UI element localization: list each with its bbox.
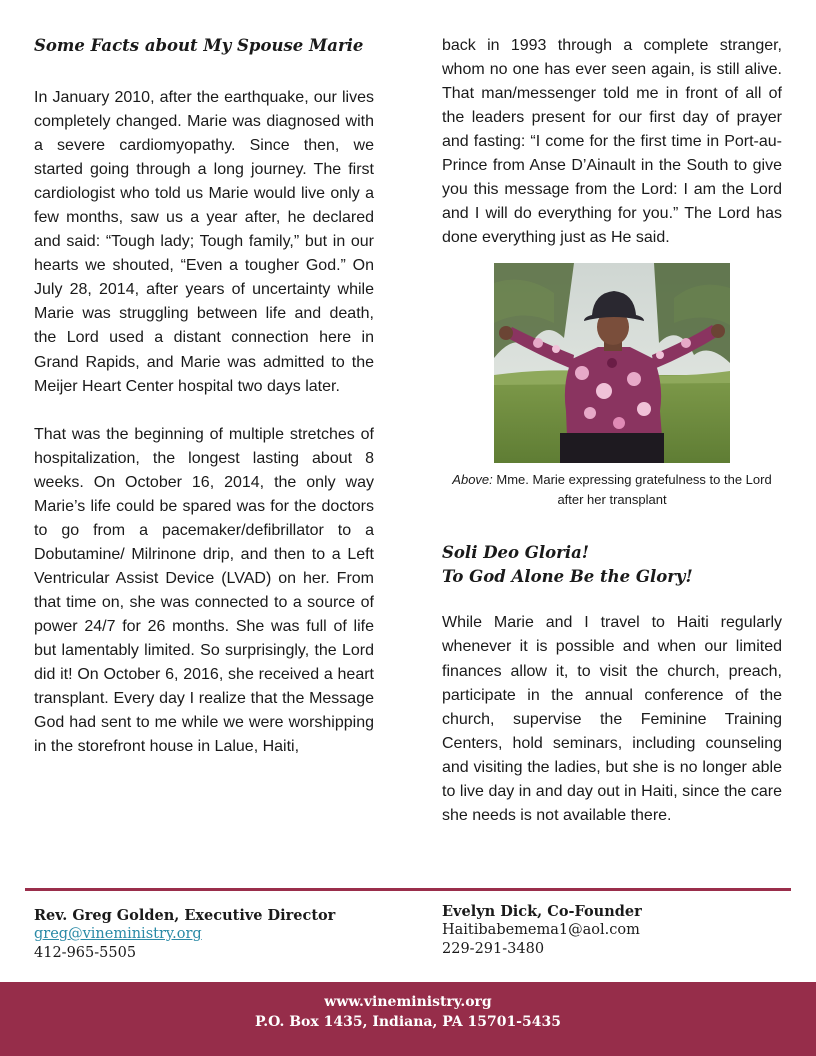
cofounder-email: Haitibabemema1@aol.com [442,922,640,938]
facts-heading: Some Facts about My Spouse Marie [34,36,364,55]
message-paragraph: back in 1993 through a complete stranger, whom no one has ever seen again, is still alive. That man/messenger told me in front of all of the leaders present for our first day of prayer and fasting: “I come for the first time in Port-au-Prince from Anse D’Ainault in the South to give you this message from the Lord: I am the Lord and I will do everything for you.” The Lord has done everything just as He said. [442,37,782,247]
photo-caption [442,470,782,510]
soli-deo-heading-line-1: Soli Deo Gloria! [442,543,590,563]
facts-paragraph-1: In January 2010, after the earthquake, our lives completely changed. Marie was diagnosed with a severe cardiomyopathy. Since then, we started going through a long journey. The first cardiologist who told us Marie would live only a few months, saw us a year after, he declared and said: “Tough lady; Tough family,” but in our hearts we shouted, “Even a tougher God.” On July 28, 2014, after years of uncertainty while Marie was struggling between life and death, the Lord used a distant connection here in Grand Rapids, and Marie was admitted to the Meijer Heart Center hospital two days later. [34,89,374,395]
right-column [442,34,782,828]
marie-photo [494,263,730,463]
cofounder-name: Evelyn Dick, Co-Founder [442,903,642,920]
caption-text: Mme. Marie expressing gratefulness to the Lord after her transplant [492,472,772,508]
cofounder-phone: 229-291-3480 [442,941,545,957]
mailing-address: P.O. Box 1435, Indiana, PA 15701-5435 [255,1014,561,1030]
cofounder-contact [442,902,642,959]
director-name: Rev. Greg Golden, Executive Director [34,907,336,924]
left-column [34,34,374,759]
soli-deo-heading [442,541,782,589]
haiti-travel-paragraph: While Marie and I travel to Haiti regularly whenever it is possible and when our limited finances allow it, to visit the church, preach, participate in the annual conference of the church, supervise the Feminine Training Centers, hold seminars, including counseling and visiting the ladies, but she is no longer able to live day in and day out in Haiti, since the care she needs is not available there. [442,614,782,824]
address-band [0,982,816,1056]
footer-divider [25,888,791,891]
caption-label: Above: [452,472,493,488]
website-text: www.vineministry.org [324,994,492,1010]
director-email-link[interactable]: greg@vineministry.org [34,926,202,942]
soli-deo-heading-line-2: To God Alone Be the Glory! [442,567,693,587]
director-contact [34,906,335,963]
director-phone: 412-965-5505 [34,945,137,961]
facts-paragraph-2: That was the beginning of multiple stretches of hospitalization, the longest lasting about 8 weeks. On October 16, 2014, the only way Marie’s life could be spared was for the doctors to go from a pacemaker/defibrillator to a Dobutamine/ Milrinone drip, and then to a Left Ventricular Assist Device (LVAD) on her. From that time on, she was connected to a source of power 24/7 for 26 months. She was full of life but lamentably limited. So surprisingly, the Lord did it! On October 6, 2016, she received a heart transplant. Every day I realize that the Message God had sent to me while we were worshipping in the storefront house in Lalue, Haiti, [34,425,374,756]
